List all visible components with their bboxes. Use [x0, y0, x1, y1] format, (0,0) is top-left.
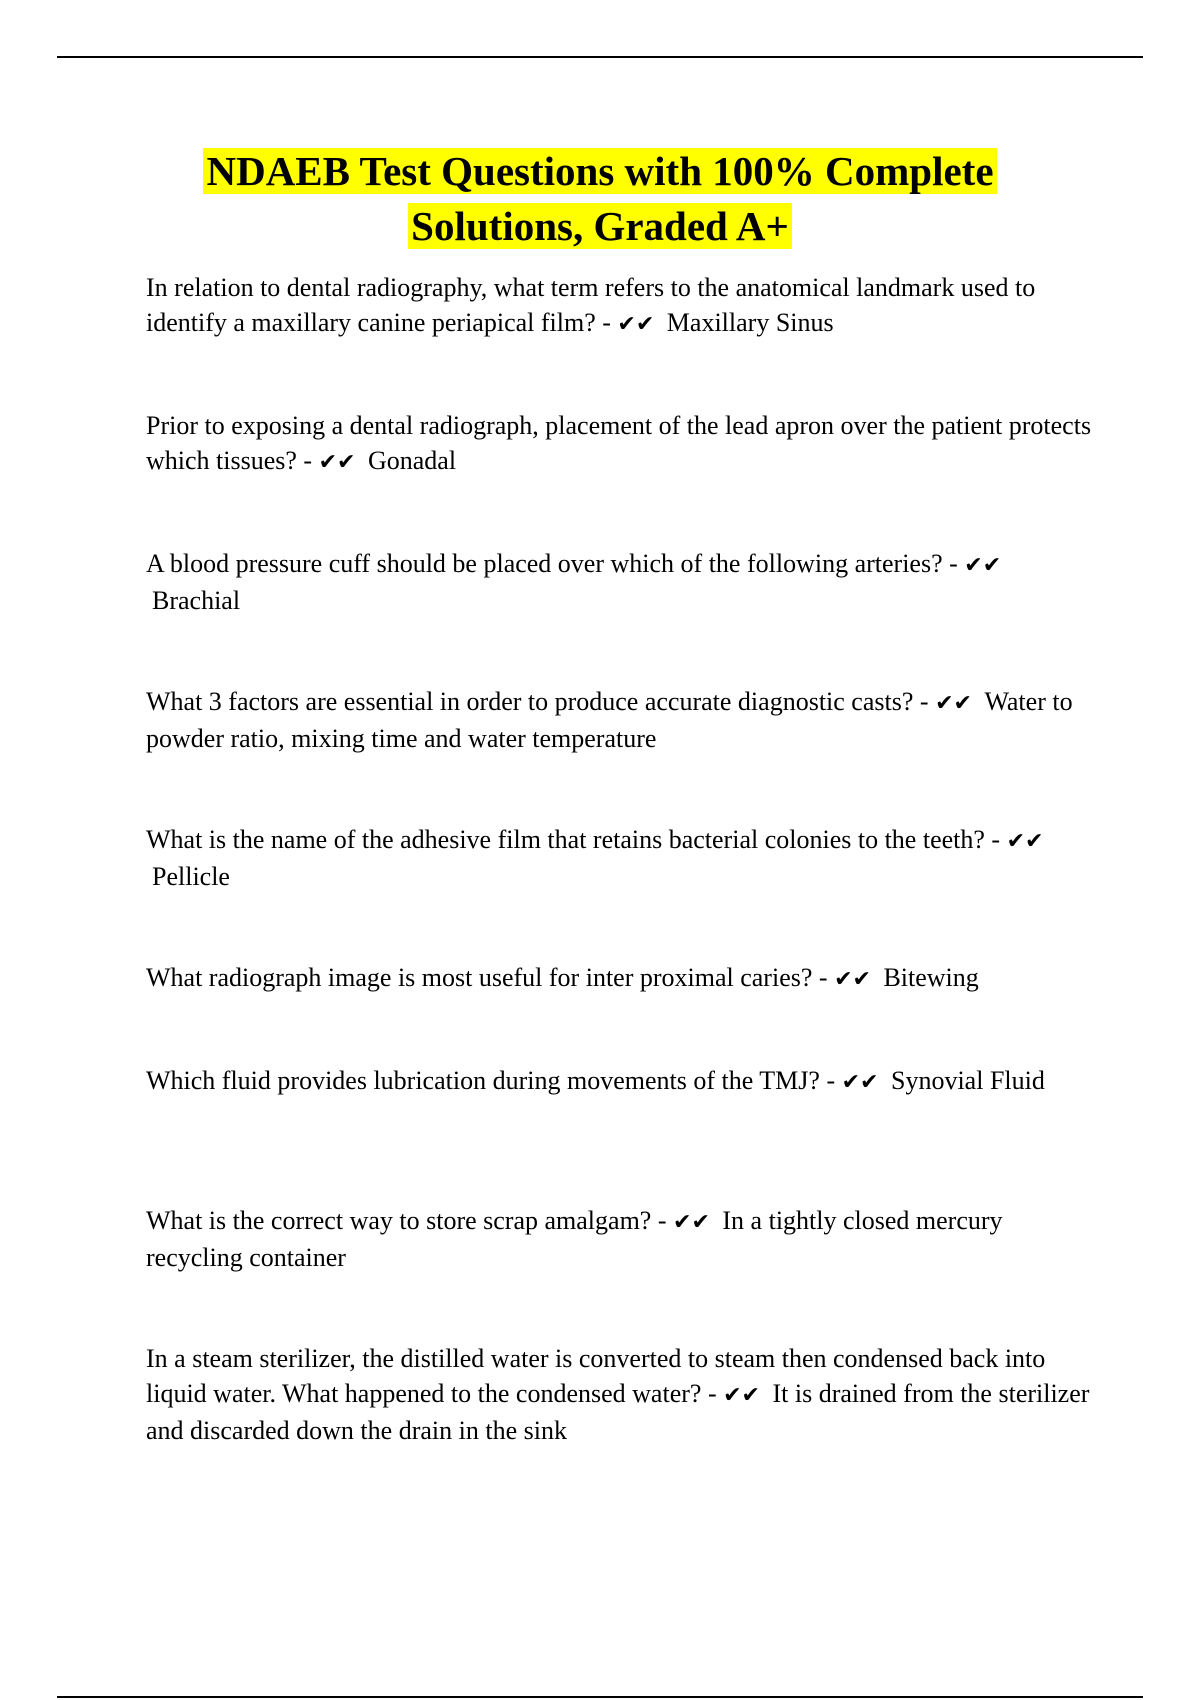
answer-text: Maxillary Sinus — [666, 308, 834, 337]
top-rule — [57, 56, 1143, 58]
check-icon: ✔✔ — [673, 1210, 710, 1235]
separator: - — [296, 446, 319, 475]
check-icon: ✔✔ — [935, 691, 972, 716]
qa-item — [146, 822, 1094, 894]
check-icon: ✔✔ — [617, 312, 655, 337]
question-text: What is the correct way to store scrap amalgam? — [146, 1206, 652, 1235]
title-line-2: Solutions, Graded A+ — [408, 203, 792, 249]
separator: - — [595, 308, 618, 337]
separator: - — [984, 825, 1007, 854]
separator: - — [942, 549, 965, 578]
qa-item — [146, 684, 1094, 756]
question-text: What radiograph image is most useful for inter proximal caries? — [146, 963, 813, 992]
question-text: In relation to dental radiography, what term refers to the anatomical landmark used to identify a maxillary canine periapical film? — [146, 273, 1036, 337]
qa-item — [146, 408, 1094, 480]
check-icon: ✔✔ — [318, 450, 356, 475]
answer-text: Pellicle — [152, 862, 230, 891]
qa-item — [146, 1341, 1094, 1448]
question-text: Prior to exposing a dental radiograph, placement of the lead apron over the patient protects which tissues? — [146, 411, 1092, 475]
answer-text: In a tightly closed mercury recycling container — [146, 1206, 1003, 1272]
title-line-1: NDAEB Test Questions with 100% Complete — [203, 148, 996, 194]
check-icon: ✔✔ — [834, 967, 871, 992]
separator: - — [913, 687, 936, 716]
answer-text: Gonadal — [367, 446, 457, 475]
qa-item — [146, 1203, 1094, 1275]
check-icon: ✔✔ — [723, 1383, 760, 1408]
separator: - — [651, 1206, 674, 1235]
page-title — [100, 144, 1100, 254]
qa-item — [146, 546, 1094, 618]
qa-item — [146, 960, 1094, 997]
qa-item — [146, 270, 1094, 342]
question-text: Which fluid provides lubrication during movements of the TMJ? — [146, 1066, 820, 1095]
separator: - — [819, 1066, 842, 1095]
separator: - — [812, 963, 835, 992]
question-text: A blood pressure cuff should be placed over which of the following arteries? — [146, 549, 943, 578]
check-icon: ✔✔ — [964, 553, 1002, 578]
answer-text: Synovial Fluid — [891, 1066, 1045, 1095]
answer-text: Brachial — [152, 586, 241, 615]
question-text: What is the name of the adhesive film that retains bacterial colonies to the teeth? — [146, 825, 985, 854]
answer-text: It is drained from the sterilizer and discarded down the drain in the sink — [146, 1379, 1090, 1445]
question-text: In a steam sterilizer, the distilled water is converted to steam then condensed back into liquid water. What happened to the condensed water? — [146, 1344, 1046, 1408]
check-icon: ✔✔ — [841, 1070, 879, 1095]
answer-text: Water to powder ratio, mixing time and water temperature — [146, 687, 1073, 753]
answer-text: Bitewing — [883, 963, 979, 992]
qa-item — [146, 1063, 1094, 1100]
question-text: What 3 factors are essential in order to produce accurate diagnostic casts? — [146, 687, 914, 716]
separator: - — [701, 1379, 724, 1408]
bottom-rule — [57, 1696, 1143, 1698]
check-icon: ✔✔ — [1006, 829, 1044, 854]
